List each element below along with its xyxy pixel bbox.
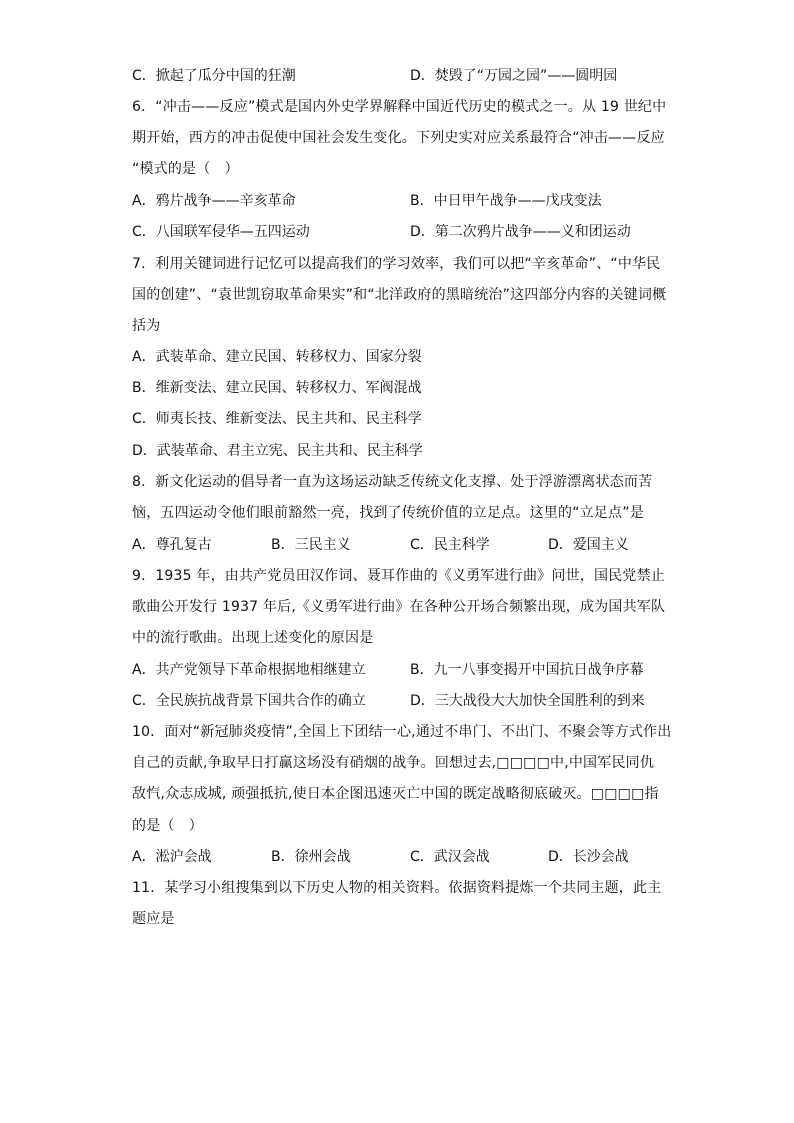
q8-stem-line: 恼，五四运动令他们眼前豁然一亮，找到了传统价值的立足点。这里的“立足点”是: [132, 505, 644, 521]
q7-stem-line: 国的创建”、“袁世凯窃取革命果实”和“北洋政府的黑暗统治”这四部分内容的关键词概: [132, 287, 667, 303]
q10-option-d: D．长沙会战: [548, 849, 629, 865]
q5-option-d: D．焚毁了“万园之园”——圆明园: [410, 68, 618, 84]
q9-stem-line: 歌曲公开发行 1937 年后,《义勇军进行曲》在各种公开场合频繁出现，成为国共军队: [132, 599, 666, 615]
q7-option-d: D．武装革命、君主立宪、民主共和、民主科学: [132, 443, 423, 459]
q8-option-d: D．爱国主义: [548, 537, 629, 553]
q9-option-b: B．九一八事变揭开中国抗日战争序幕: [410, 662, 644, 678]
q9-option-c: C．全民族抗战背景下国共合作的确立: [132, 693, 366, 709]
q6-stem-line: “模式的是（ ）: [132, 161, 239, 177]
q9-option-d: D．三大战役大大加快全国胜利的到来: [410, 693, 645, 709]
q7-option-a: A．武装革命、建立民国、转移权力、国家分裂: [132, 349, 422, 365]
q8-stem-line: 8．新文化运动的倡导者一直为这场运动缺乏传统文化支撑、处于浮游漂离状态而苦: [132, 474, 653, 490]
q8-option-a: A．尊孔复古: [132, 537, 212, 553]
q10-stem-line: 自己的贡献,争取早日打赢这场没有硝烟的战争。回想过去,□□□□中,中国军民同仇: [132, 755, 655, 771]
q10-stem-line: 敌忾,众志成城, 顽强抵抗,使日本企图迅速灭亡中国的既定战略彻底破灭。□□□□指: [132, 786, 659, 802]
q8-option-c: C．民主科学: [410, 537, 490, 553]
q6-stem-line: 期开始，西方的冲击促使中国社会发生变化。下列史实对应关系最符合“冲击——反应: [132, 130, 665, 146]
q9-option-a: A．共产党领导下革命根据地相继建立: [132, 662, 366, 678]
q6-option-a: A．鸦片战争——辛亥革命: [132, 193, 296, 209]
q11-stem-line: 题应是: [132, 911, 175, 927]
q10-stem-line: 的是（ ）: [132, 818, 203, 834]
q7-stem-line: 括为: [132, 318, 161, 334]
q10-stem-line: 10．面对“新冠肺炎疫情”,全国上下团结一心,通过不串门、不出门、不聚会等方式作出: [132, 724, 672, 740]
q10-option-a: A．淞沪会战: [132, 849, 212, 865]
q7-option-b: B．维新变法、建立民国、转移权力、军阀混战: [132, 380, 422, 396]
q9-stem-line: 中的流行歌曲。出现上述变化的原因是: [132, 630, 374, 646]
q8-option-b: B．三民主义: [271, 537, 351, 553]
q6-stem-line: 6．“冲击——反应”模式是国内外史学界解释中国近代历史的模式之一。从 19 世纪中: [132, 99, 667, 115]
q10-option-c: C．武汉会战: [410, 849, 490, 865]
q10-option-b: B．徐州会战: [271, 849, 351, 865]
q6-option-d: D．第二次鸦片战争——义和团运动: [410, 224, 631, 240]
q5-option-c: C．掀起了瓜分中国的狂潮: [132, 68, 296, 84]
q11-stem-line: 11．某学习小组搜集到以下历史人物的相关资料。依据资料提炼一个共同主题，此主: [132, 880, 662, 896]
q6-option-c: C．八国联军侵华—五四运动: [132, 224, 310, 240]
q9-stem-line: 9．1935 年，由共产党员田汉作词、聂耳作曲的《义勇军进行曲》问世，国民党禁止: [132, 568, 665, 584]
q7-option-c: C．师夷长技、维新变法、民主共和、民主科学: [132, 411, 422, 427]
q7-stem-line: 7．利用关键词进行记忆可以提高我们的学习效率，我们可以把“辛亥革命”、“中华民: [132, 256, 661, 272]
q6-option-b: B．中日甲午战争——戊戌变法: [410, 193, 602, 209]
